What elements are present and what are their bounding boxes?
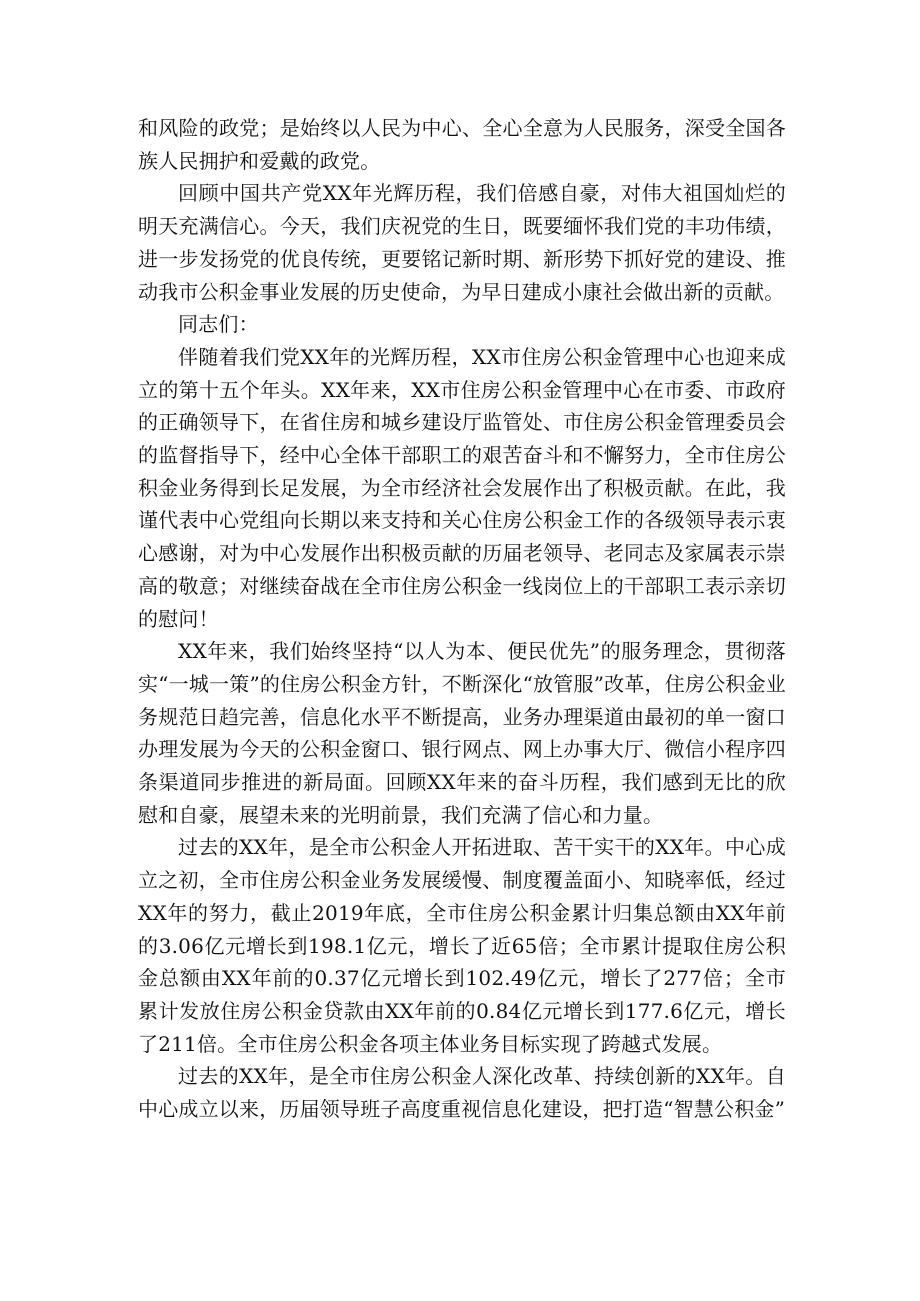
paragraph-salutation: 同志们： [178, 312, 259, 337]
paragraph-7: 过去的XX年，是全市住房公积金人深化改革、持续创新的XX年。自中心成立以来，历届领导班子高度重视信息化建设，把打造“智慧公积金” [138, 1064, 786, 1122]
paragraph-2: 回顾中国共产党XX年光辉历程，我们倍感自豪，对伟大祖国灿烂的明天充满信心。今天，我们庆祝党的生日，既要缅怀我们党的丰功伟绩，进一步发扬党的优良传统，更要铭记新时期、新形势下抓好党的建设、推动我市公积金事业发展的历史使命，为早日建成小康社会做出新的贡献。 [138, 181, 786, 304]
paragraph-6: 过去的XX年，是全市公积金人开拓进取、苦干实干的XX年。中心成立之初，全市住房公积金业务发展缓慢、制度覆盖面小、知晓率低，经过XX年的努力，截止2019年底，全市住房公积金累计归集总额由XX年前的3.06亿元增长到198.1亿元，增长了近65倍；全市累计提取住房公积金总额由XX年前的0.37亿元增长到102.49亿元，增长了277倍；全市累计发放住房公积金贷款由XX年前的0.84亿元增长到177.6亿元，增长了211倍。全市住房公积金各项主体业务目标实现了跨越式发展。 [138, 835, 786, 1056]
paragraph-5: XX年来，我们始终坚持“以人为本、便民优先”的服务理念，贯彻落实“一城一策”的住房公积金方针，不断深化“放管服”改革，住房公积金业务规范日趋完善，信息化水平不断提高，业务办理渠道由最初的单一窗口办理发展为今天的公积金窗口、银行网点、网上办事大厅、微信小程序四条渠道同步推进的新局面。回顾XX年来的奋斗历程，我们感到无比的欣慰和自豪，展望未来的光明前景，我们充满了信心和力量。 [138, 639, 786, 827]
document-body [138, 112, 786, 1126]
paragraph-1: 和风险的政党；是始终以人民为中心、全心全意为人民服务，深受全国各族人民拥护和爱戴的政党。 [138, 116, 786, 173]
paragraph-4: 伴随着我们党XX年的光辉历程，XX市住房公积金管理中心也迎来成立的第十五个年头。XX年来，XX市住房公积金管理中心在市委、市政府的正确领导下，在省住房和城乡建设厅监管处、市住房公积金管理委员会的监督指导下，经中心全体干部职工的艰苦奋斗和不懈努力，全市住房公积金业务得到长足发展，为全市经济社会发展作出了积极贡献。在此，我谨代表中心党组向长期以来支持和关心住房公积金工作的各级领导表示衷心感谢，对为中心发展作出积极贡献的历届老领导、老同志及家属表示崇高的敬意；对继续奋战在全市住房公积金一线岗位上的干部职工表示亲切的慰问！ [138, 344, 786, 631]
